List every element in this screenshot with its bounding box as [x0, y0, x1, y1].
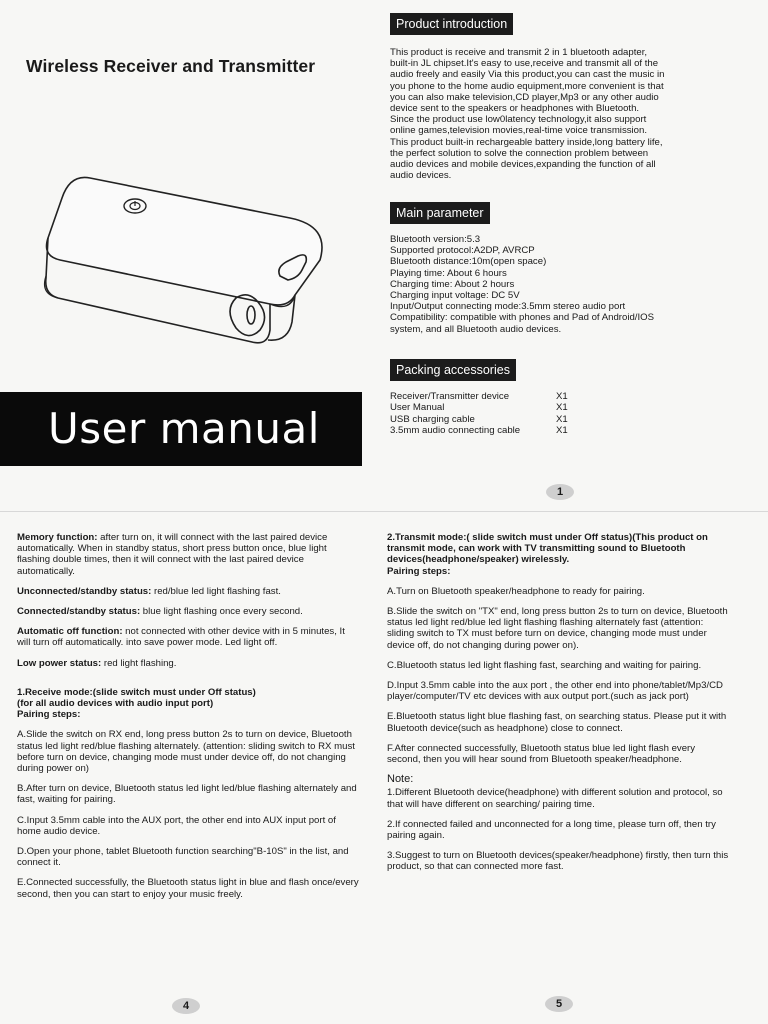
- intro-line: you can also make television,CD player,Mp3 or any other audio: [390, 91, 659, 103]
- param-line: Charging time: About 2 hours: [390, 278, 515, 290]
- auto-off-function: Automatic off function: not connected with other device with in 5 minutes, It will turn off automatically. into save power mode. Led light off.: [17, 626, 345, 649]
- receive-step: E.Connected successfully, the Bluetooth status light in blue and flash once/every second, then you can start to enjoy your music freely.: [17, 877, 359, 900]
- transmit-step: F.After connected successfully, Bluetooth status blue led light flash every second, then you will hear sound from Bluetooth speaker/headphone.: [387, 742, 696, 766]
- param-line: Supported protocol:A2DP, AVRCP: [390, 245, 535, 257]
- transmit-mode-heading: 2.Transmit mode:( slide switch must under Off status)(This product on transmit mode, can work with TV transmitting sound to Bluetooth devices(headphone/speaker) wirelessly. Pairing steps:: [387, 532, 708, 577]
- product-intro-text: [390, 47, 740, 181]
- intro-line: This product is receive and transmit 2 in 1 bluetooth adapter,: [390, 47, 648, 58]
- device-illustration: [40, 170, 340, 370]
- note-item: 3.Suggest to turn on Bluetooth devices(speaker/headphone) firstly, then turn this product, so that can connected more fast.: [387, 850, 729, 873]
- packing-heading: Packing accessories: [390, 359, 516, 381]
- page-number-badge: 5: [545, 996, 573, 1012]
- page-number-badge: 4: [172, 998, 200, 1014]
- transmit-step: D.Input 3.5mm cable into the aux port , the other end into phone/tablet/Mp3/CD player/computer/TV etc devices with aux output port.(such as jack port): [387, 680, 723, 703]
- list-item: Receiver/Transmitter device X1: [390, 391, 568, 402]
- intro-line: audio freely and easily Via this product,you can cast the music in: [390, 69, 665, 81]
- intro-line: built-in JL chipset.It's easy to use,receive and transmit all of the: [390, 58, 659, 70]
- intro-line: audio devices.: [390, 170, 452, 182]
- manual-title: Wireless Receiver and Transmitter: [26, 56, 316, 76]
- receive-step: C.Input 3.5mm cable into the AUX port, the other end into AUX input port of home audio device.: [17, 814, 336, 837]
- page4-column: [17, 532, 359, 909]
- param-line: Bluetooth version:5.3: [390, 234, 481, 245]
- intro-line: online games,television movies,real-time voice transmission.: [390, 125, 648, 137]
- intro-line: Since the product use low0latency technology,it also support: [390, 114, 647, 126]
- list-item: User Manual X1: [390, 402, 568, 414]
- page-number-badge: 1: [546, 484, 574, 500]
- intro-line: you phone to the home audio equipment,more convenient is that: [390, 80, 664, 92]
- param-line: Compatibility: compatible with phones and Pad of Android/IOS: [390, 312, 654, 324]
- main-parameter-section: [390, 202, 740, 335]
- user-manual-heading: User manual: [48, 404, 320, 453]
- intro-line: This product built-in rechargeable battery inside,long battery life,: [390, 136, 663, 148]
- list-item: 3.5mm audio connecting cable X1: [390, 425, 568, 437]
- transmit-step: A.Turn on Bluetooth speaker/headphone to ready for pairing.: [387, 585, 645, 597]
- intro-line: device sent to the speakers or headphones with Bluetooth.: [390, 103, 640, 115]
- param-line: system, and all Bluetooth audio devices.: [390, 323, 562, 335]
- receive-step: A.Slide the switch on RX end, long press button 2s to turn on device, Bluetooth status led light red/blue flashing alternately. (attention: sliding switch to RX must before turn on device, changing mode must under device off, do not changing during power on): [17, 729, 355, 775]
- transmit-step: E.Bluetooth status light blue flashing fast, on searching status. Please put it with Bluetooth device(such as headphone) close to connect.: [387, 711, 727, 734]
- memory-function: Memory function: after turn on, it will connect with the last paired device automatically. When in standby status, short press button once, blue light flashing double times, then it will connect with the last paired device automatically.: [17, 532, 328, 577]
- param-line: Input/Output connecting mode:3.5mm stereo audio port: [390, 301, 626, 313]
- param-line: Charging input voltage: DC 5V: [390, 290, 520, 302]
- main-parameter-heading: Main parameter: [390, 202, 490, 224]
- low-power-status: Low power status: red light flashing.: [17, 657, 177, 669]
- receive-mode-heading: 1.Receive mode:(slide switch must under Off status) (for all audio devices with audio input port) Pairing steps:: [17, 686, 256, 721]
- intro-line: the perfect solution to solve the connection problem between: [390, 147, 649, 159]
- unconnected-status: Unconnected/standby status: red/blue led light flashing fast.: [17, 585, 281, 597]
- note-item: 2.If connected failed and unconnected for a long time, please turn off, then try pairing again.: [387, 818, 716, 842]
- note-heading: Note:: [387, 773, 414, 786]
- param-line: Bluetooth distance:10m(open space): [390, 256, 547, 268]
- list-item: USB charging cable X1: [390, 413, 568, 425]
- page-divider: [0, 511, 768, 512]
- note-item: 1.Different Bluetooth device(headphone) with different solution and protocol, so that will have different on searching/ pairing time.: [387, 787, 723, 810]
- page5-column: [387, 532, 729, 882]
- packing-list: [390, 391, 568, 437]
- product-intro-heading: Product introduction: [390, 13, 513, 35]
- transmit-step: B.Slide the switch on "TX" end, long press button 2s to turn on device, Bluetooth status led light red/blue led light flashing flashing alternately fast (attention: sliding switch to TX must before turn on device, changing mode must under device off, do not changing during power on).: [387, 606, 728, 651]
- connected-status: Connected/standby status: blue light flashing once every second.: [17, 606, 303, 618]
- intro-line: audio devices and mobile devices,expanding the function of all: [390, 159, 656, 171]
- main-parameter-text: [390, 234, 740, 335]
- receive-step: B.After turn on device, Bluetooth status led light led/blue flashing alternately and fast, waiting for pairing.: [17, 783, 357, 806]
- transmit-step: C.Bluetooth status led light flashing fast, searching and waiting for pairing.: [387, 659, 702, 671]
- receive-step: D.Open your phone, tablet Bluetooth function searching"B-10S" in the list, and connect it.: [17, 846, 349, 869]
- packing-section: [390, 359, 568, 437]
- param-line: Playing time: About 6 hours: [390, 267, 507, 279]
- product-intro-section: [390, 13, 740, 181]
